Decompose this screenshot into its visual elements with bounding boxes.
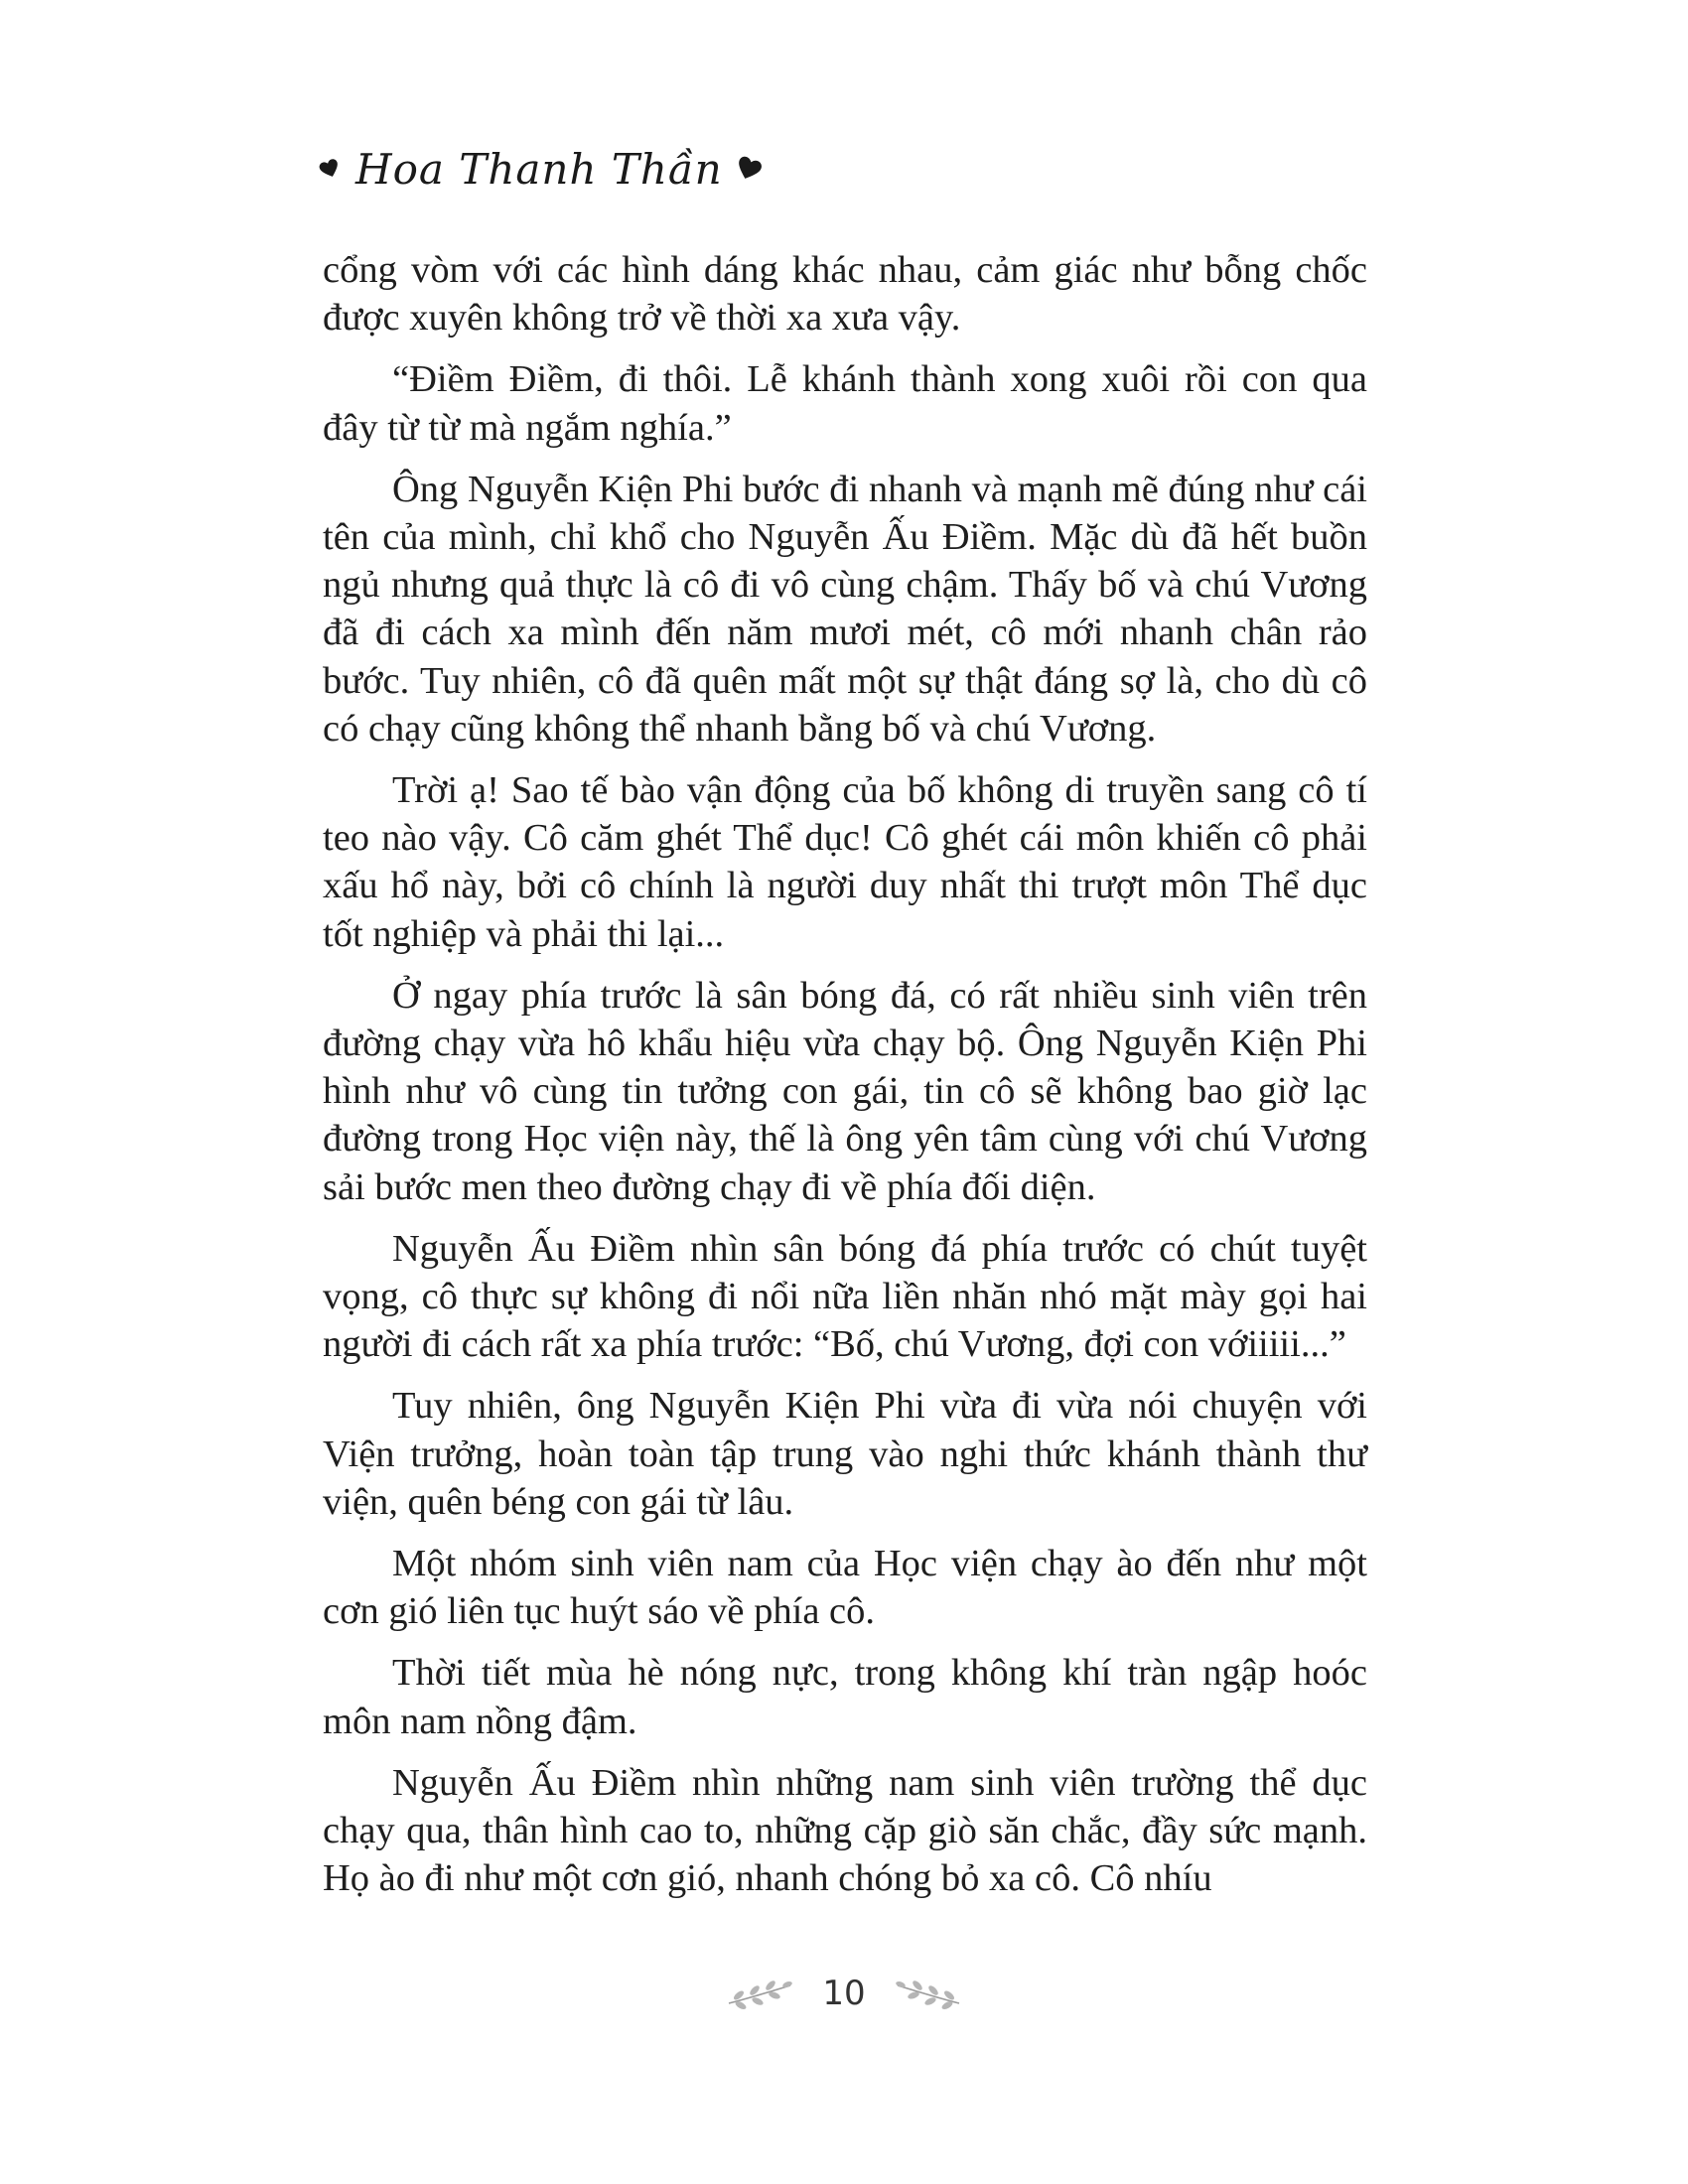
paragraph: Nguyễn Ấu Điềm nhìn sân bóng đá phía trước có chút tuyệt vọng, cô thực sự không đi nổi nữa liền nhăn nhó mặt mày gọi hai người đi cách rất xa phía trước: “Bố, chú Vương, đợi con vớiiiii...” [323,1227,1367,1366]
paragraph: “Điềm Điềm, đi thôi. Lễ khánh thành xong xuôi rồi con qua đây từ từ mà ngắm nghía.” [323,358,1367,449]
paragraph: Ở ngay phía trước là sân bóng đá, có rất nhiều sinh viên trên đường chạy vừa hô khẩu hiệu vừa chạy bộ. Ông Nguyễn Kiện Phi hình như vô cùng tin tưởng con gái, tin cô sẽ không bao giờ lạc đường trong Học viện này, thế là ông yên tâm cùng với chú Vương sải bước men theo đường chạy đi về phía đối diện. [323,974,1367,1208]
running-header [316,139,763,199]
page-number: 10 [822,1974,866,2013]
heart-icon [316,155,344,183]
leaf-sprig-icon [725,1974,794,2013]
paragraph: Thời tiết mùa hè nóng nực, trong không khí tràn ngập hoóc môn nam nồng đậm. [323,1652,1367,1742]
paragraph: Trời ạ! Sao tế bào vận động của bố không di truyền sang cô tí teo nào vậy. Cô căm ghét Thể dục! Cô ghét cái môn khiến cô phải xấu hổ này, bởi cô chính là người duy nhất thi trượt môn Thể dục tốt nghiệp và phải thi lại... [323,769,1367,955]
paragraph: Tuy nhiên, ông Nguyễn Kiện Phi vừa đi vừa nói chuyện với Viện trưởng, hoàn toàn tập trung vào nghi thức khánh thành thư viện, quên béng con gái từ lâu. [323,1385,1367,1523]
page-footer [0,1964,1688,2023]
body-text [323,246,1367,1917]
paragraph: cổng vòm với các hình dáng khác nhau, cảm giác như bỗng chốc được xuyên không trở về thời xa xưa vậy. [323,249,1367,340]
paragraph: Ông Nguyễn Kiện Phi bước đi nhanh và mạnh mẽ đúng như cái tên của mình, chỉ khổ cho Nguyễn Ấu Điềm. Mặc dù đã hết buồn ngủ nhưng quả thực là cô đi vô cùng chậm. Thấy bố và chú Vương đã đi cách xa mình đến năm mươi mét, cô mới nhanh chân rảo bước. Tuy nhiên, cô đã quên mất một sự thật đáng sợ là, cho dù cô có chạy cũng không thể nhanh bằng bố và chú Vương. [323,468,1367,750]
heart-icon [735,155,763,183]
leaf-sprig-icon [894,1974,963,2013]
paragraph: Nguyễn Ấu Điềm nhìn những nam sinh viên trường thể dục chạy qua, thân hình cao to, những cặp giò săn chắc, đầy sức mạnh. Họ ào đi như một cơn gió, nhanh chóng bỏ xa cô. Cô nhíu [323,1761,1367,1900]
book-title: Hoa Thanh Thần [355,144,723,194]
paragraph: Một nhóm sinh viên nam của Học viện chạy ào đến như một cơn gió liên tục huýt sáo về phía cô. [323,1543,1367,1633]
